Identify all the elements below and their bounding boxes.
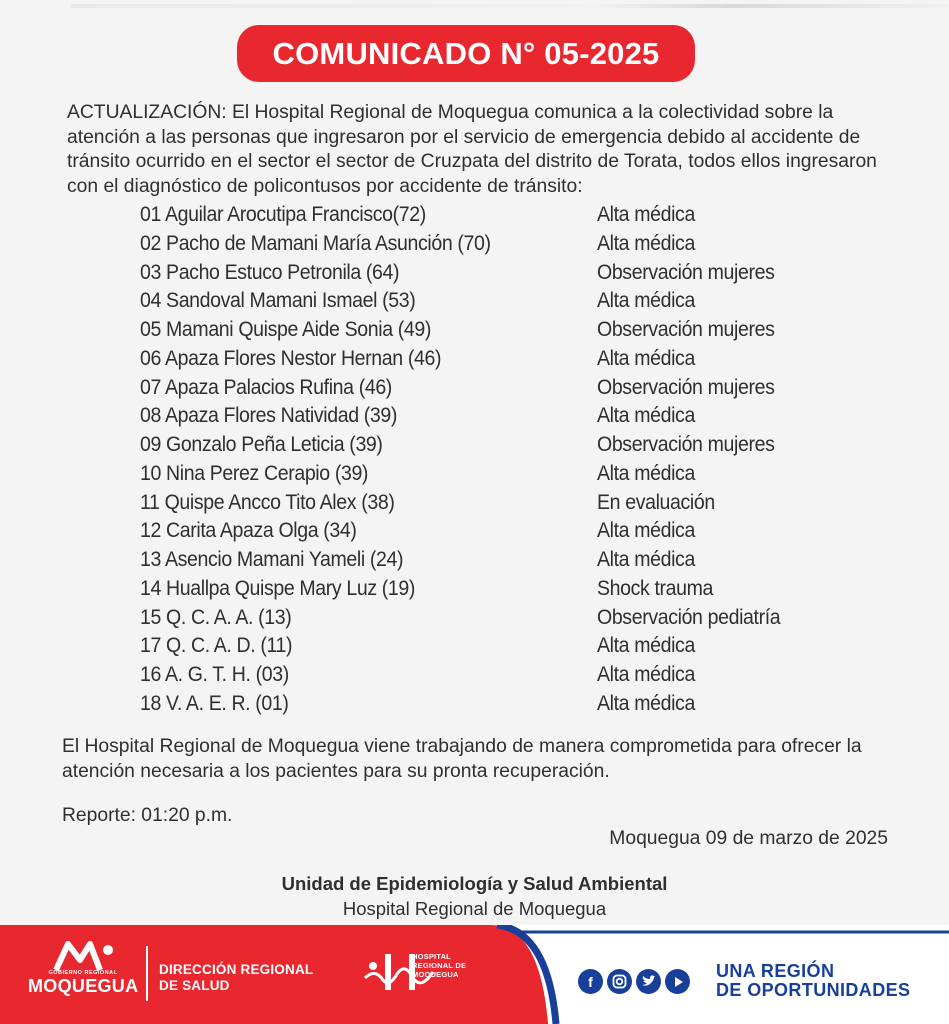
patient-name: 11 Quispe Ancco Tito Alex (38) bbox=[140, 490, 395, 514]
patient-row bbox=[140, 404, 860, 433]
hospital-logo-text: HOSPITAL REGIONAL DE MOQUEGUA bbox=[412, 952, 467, 979]
patient-status: Shock trauma bbox=[597, 576, 714, 600]
youtube-icon[interactable] bbox=[665, 969, 690, 994]
patient-row bbox=[140, 289, 860, 318]
intro-paragraph: ACTUALIZACIÓN: El Hospital Regional de Moquegua comunica a la colectividad sobre la atención a las personas que ingresaron por el servicio de emergencia debido al accidente de tránsito ocurrido en el sector el sector de Cruzpata del distrito de Torata, todos ellos ingresaron con el diagnóstico de policontusos por accidente de tránsito: bbox=[67, 102, 877, 197]
instagram-icon[interactable] bbox=[607, 969, 632, 994]
patient-name: 05 Mamani Quispe Aide Sonia (49) bbox=[140, 318, 431, 341]
report-time: Reporte: 01:20 p.m. bbox=[62, 805, 233, 826]
patient-name: 07 Apaza Palacios Rufina (46) bbox=[140, 375, 392, 399]
patient-name: 18 V. A. E. R. (01) bbox=[140, 691, 289, 715]
patient-row bbox=[140, 663, 860, 692]
patient-status: Alta médica bbox=[597, 663, 695, 686]
closing-paragraph: El Hospital Regional de Moquegua viene trabajando de manera comprometida para ofrecer la atención necesaria a los pacientes para su pronta recuperación. bbox=[62, 736, 862, 782]
patient-status: Alta médica bbox=[597, 519, 695, 543]
patient-name: 12 Carita Apaza Olga (34) bbox=[140, 519, 357, 543]
patient-status: Alta médica bbox=[597, 691, 695, 715]
patient-row bbox=[140, 634, 860, 663]
patient-name: 15 Q. C. A. A. (13) bbox=[140, 605, 292, 629]
top-decorative-strip bbox=[70, 4, 949, 8]
patient-status: En evaluación bbox=[597, 490, 715, 514]
patient-status: Alta médica bbox=[597, 346, 695, 370]
patient-name: 09 Gonzalo Peña Leticia (39) bbox=[140, 433, 383, 456]
patient-name: 06 Apaza Flores Nestor Hernan (46) bbox=[140, 346, 442, 370]
patient-row bbox=[140, 519, 860, 548]
patient-status: Observación mujeres bbox=[597, 260, 775, 284]
patient-row bbox=[140, 491, 860, 520]
gore-mark-icon bbox=[48, 940, 118, 972]
patient-name: 17 Q. C. A. D. (11) bbox=[140, 634, 293, 658]
patient-name: 16 A. G. T. H. (03) bbox=[140, 663, 289, 686]
patient-row bbox=[140, 548, 860, 577]
gore-moquegua-logo: GOBIERNO REGIONAL MOQUEGUA bbox=[28, 940, 138, 1010]
patient-name: 01 Aguilar Arocutipa Francisco(72) bbox=[140, 203, 426, 226]
patient-row bbox=[140, 261, 860, 290]
patient-status: Alta médica bbox=[597, 461, 695, 485]
patient-name: 03 Pacho Estuco Petronila (64) bbox=[140, 260, 400, 284]
patient-name: 04 Sandoval Mamani Ismael (53) bbox=[140, 289, 416, 313]
signature-hospital: Hospital Regional de Moquegua bbox=[342, 898, 607, 919]
patient-status: Alta médica bbox=[597, 548, 695, 571]
patient-row bbox=[140, 347, 860, 376]
patient-name: 10 Nina Perez Cerapio (39) bbox=[140, 461, 369, 485]
slogan: UNA REGIÓN DE OPORTUNIDADES bbox=[716, 961, 911, 1000]
social-icons bbox=[578, 969, 690, 994]
footer-divider bbox=[146, 946, 148, 1001]
patient-status: Observación mujeres bbox=[597, 433, 775, 456]
patient-row bbox=[140, 606, 860, 635]
patient-status: Alta médica bbox=[597, 231, 695, 255]
twitter-icon[interactable] bbox=[636, 969, 661, 994]
patient-name: 08 Apaza Flores Natividad (39) bbox=[140, 404, 397, 428]
patient-row bbox=[140, 376, 860, 405]
patient-status: Observación mujeres bbox=[597, 375, 775, 399]
direccion-regional-label: DIRECCIÓN REGIONAL DE SALUD bbox=[159, 962, 314, 993]
patient-status: Alta médica bbox=[597, 634, 695, 658]
patient-row bbox=[140, 577, 860, 606]
patient-row bbox=[140, 433, 860, 462]
patient-row bbox=[140, 203, 860, 232]
patient-name: 13 Asencio Mamani Yameli (24) bbox=[140, 548, 404, 571]
patient-status: Alta médica bbox=[597, 404, 695, 428]
patient-row bbox=[140, 232, 860, 261]
patient-row bbox=[140, 462, 860, 491]
facebook-icon[interactable]: f bbox=[578, 969, 603, 994]
signature-unit: Unidad de Epidemiología y Salud Ambiental bbox=[281, 873, 668, 894]
patient-name: 02 Pacho de Mamani María Asunción (70) bbox=[140, 231, 491, 255]
patient-status: Alta médica bbox=[597, 203, 695, 226]
patient-status: Alta médica bbox=[597, 289, 695, 313]
patient-status: Observación pediatría bbox=[597, 605, 781, 629]
communique-title: COMUNICADO N° 05-2025 bbox=[237, 25, 695, 82]
patient-name: 14 Huallpa Quispe Mary Luz (19) bbox=[140, 576, 416, 600]
issue-date: Moquegua 09 de marzo de 2025 bbox=[609, 828, 888, 849]
patient-row bbox=[140, 692, 860, 721]
patient-status: Observación mujeres bbox=[597, 318, 775, 341]
patient-list bbox=[140, 203, 860, 721]
patient-row bbox=[140, 318, 860, 347]
